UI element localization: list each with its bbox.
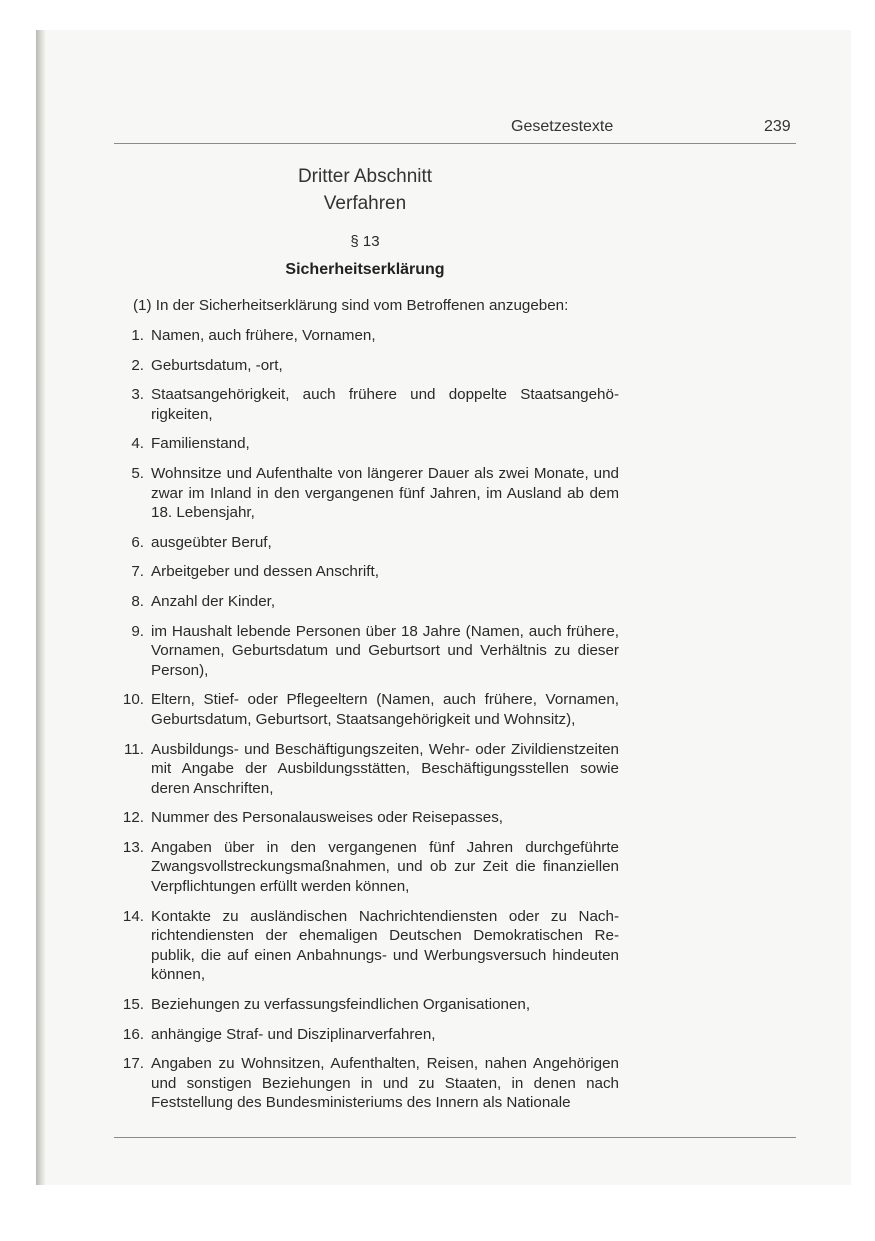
- list-item: [114, 464, 619, 523]
- list-item-text: Eltern, Stief- oder Pflegeeltern (Namen, auch frühere, Vornamen, Geburtsdatum, Geburtsort, Staatsangehörigkeit und Wohnsitz),: [151, 691, 619, 728]
- book-spine-shadow: [36, 30, 45, 1185]
- list-item-text: Arbeitgeber und dessen Anschrift,: [151, 563, 379, 581]
- list-item-number: 7.: [131, 563, 144, 581]
- list-item-number: 4.: [131, 435, 144, 453]
- list-item-number: 16.: [122, 1025, 144, 1043]
- list-item-number: 1.: [131, 327, 144, 344]
- list-item: [114, 434, 619, 454]
- section-heading-line1: Dritter Abschnitt: [297, 166, 433, 187]
- list-item: [114, 907, 619, 985]
- list-item-text: Anzahl der Kinder,: [151, 592, 276, 610]
- list-item-number: 5.: [131, 464, 144, 482]
- list-item-text: anhängige Straf- und Disziplinarverfahren,: [151, 1025, 436, 1043]
- list-item: [114, 808, 619, 828]
- list-item: [114, 592, 619, 612]
- section-heading-line2: Verfahren: [323, 193, 407, 214]
- list-item-text: Angaben über in den vergangenen fünf Jahren durchgeführte Zwangsvollstreckungsmaßnahmen, und ob zur Zeit die finanziellen Verpflichtungen erfüllt werden können,: [151, 838, 619, 896]
- list-item-text: Kontakte zu ausländischen Nachrichtendiensten oder zu Nachrichtendiensten der ehemaligen Deutschen Demokratischen Republik, die auf einen Anbahnungs- und Werbungsversuch hindeuten können,: [151, 907, 619, 984]
- header-rule: [114, 143, 796, 144]
- list-item: [114, 562, 619, 582]
- list-item: [114, 838, 619, 897]
- list-item: [114, 740, 619, 799]
- section-heading: [114, 163, 616, 217]
- list-item: [114, 533, 619, 553]
- list-item-number: 9.: [131, 622, 144, 640]
- list-item: [114, 622, 619, 681]
- list-item-number: 10.: [122, 691, 144, 709]
- list-item-text: Wohnsitze und Aufenthalte von längerer Dauer als zwei Monate, und zwar im Inland in den vergangenen fünf Jahren, im Ausland ab dem 18. Lebensjahr,: [151, 464, 619, 522]
- list-item-text: Ausbildungs- und Beschäftigungszeiten, Wehr- oder Zivildienstzeiten mit Angabe der Ausbildungsstätten, Beschäftigungsstellen sowie deren Anschriften,: [151, 740, 619, 797]
- list-item-text: im Haushalt lebende Personen über 18 Jahre (Namen, auch frühere, Vornamen, Geburtsdatum und Geburtsort und Verhältnis zu dieser Person),: [151, 622, 619, 679]
- intro-sentence: (1) In der Sicherheitserklärung sind vom Betroffenen anzugeben:: [133, 297, 569, 314]
- list-item: [114, 326, 619, 346]
- list-item-number: 11.: [124, 740, 144, 758]
- list-item-number: 12.: [122, 809, 144, 827]
- list-item-number: 6.: [131, 533, 144, 551]
- list-item-text: Staatsangehörigkeit, auch frühere und doppelte Staatsangehörigkeiten,: [151, 386, 619, 423]
- list-item-text: Familienstand,: [151, 435, 250, 453]
- list-item: [114, 385, 619, 424]
- list-item: [114, 356, 619, 376]
- list-item-number: 3.: [131, 386, 144, 404]
- list-item: [114, 1025, 619, 1045]
- list-item-text: Namen, auch frühere, Vornamen,: [151, 327, 376, 344]
- list-item-number: 14.: [122, 907, 144, 925]
- page-number: 239: [764, 118, 791, 135]
- list-item-text: Beziehungen zu verfassungsfeindlichen Organisationen,: [151, 996, 531, 1014]
- paragraph-number: § 13: [350, 233, 380, 250]
- list-item-text: Angaben zu Wohnsitzen, Aufenthalten, Reisen, nahen Angehörigen und sonstigen Beziehungen in und zu Staaten, in denen nach Feststellung des Bundesministeriums des Innern als Nationale: [151, 1055, 619, 1112]
- list-item: [114, 1054, 619, 1113]
- running-header-title: Gesetzestexte: [511, 118, 614, 135]
- list-item-number: 17.: [122, 1055, 144, 1073]
- list-item-number: 15.: [122, 996, 144, 1014]
- enumerated-list: [114, 326, 619, 1123]
- list-item-text: Geburtsdatum, -ort,: [151, 356, 283, 374]
- footer-rule: [114, 1137, 796, 1138]
- list-item: [114, 690, 619, 729]
- paragraph-title: Sicherheitserklärung: [285, 261, 445, 278]
- list-item: [114, 995, 619, 1015]
- list-item-number: 8.: [131, 592, 144, 610]
- list-item-text: ausgeübter Beruf,: [151, 533, 272, 551]
- list-item-number: 2.: [131, 356, 144, 374]
- list-item-text: Nummer des Personalausweises oder Reisepasses,: [151, 809, 504, 827]
- list-item-number: 13.: [122, 838, 144, 856]
